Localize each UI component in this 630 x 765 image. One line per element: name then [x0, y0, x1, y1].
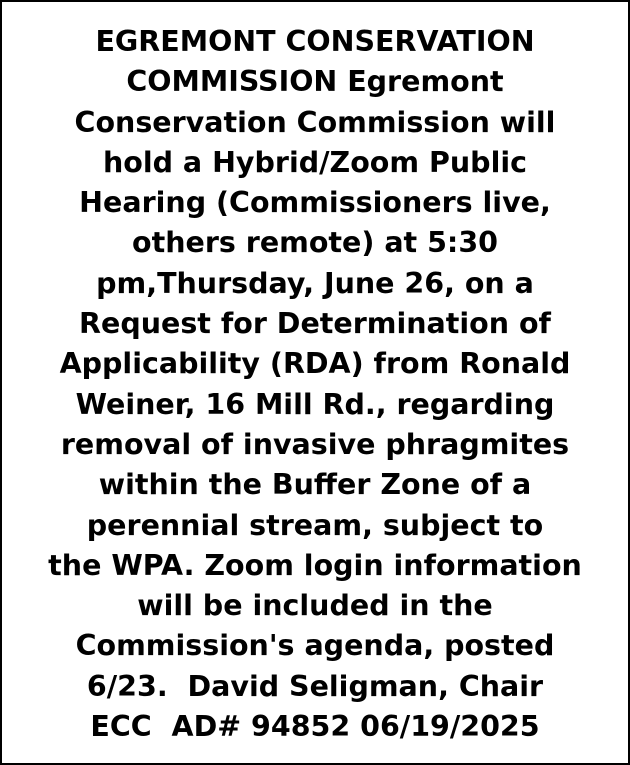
notice-line: 6/23. David Seligman, Chair — [86, 669, 544, 703]
notice-line: perennial stream, subject to — [86, 508, 544, 542]
notice-line: the WPA. Zoom login information — [48, 548, 582, 582]
notice-line: Conservation Commission will — [74, 105, 556, 139]
notice-line: Commission's agenda, posted — [75, 629, 555, 663]
notice-line: within the Buffer Zone of a — [98, 468, 532, 502]
notice-line: Applicability (RDA) from Ronald — [59, 347, 571, 381]
notice-line: ECC AD# 94852 06/19/2025 — [90, 710, 540, 744]
notice-line: will be included in the — [137, 589, 493, 623]
notice-line: pm,Thursday, June 26, on a — [96, 266, 534, 300]
notice-line: others remote) at 5:30 — [132, 226, 498, 260]
notice-line: hold a Hybrid/Zoom Public — [102, 145, 528, 179]
notice-line: Request for Determination of — [79, 307, 551, 341]
notice-line: Weiner, 16 Mill Rd., regarding — [75, 387, 555, 421]
notice-line: COMMISSION Egremont — [126, 65, 504, 99]
notice-line: removal of invasive phragmites — [60, 427, 570, 461]
notice-line: Hearing (Commissioners live, — [79, 186, 551, 220]
notice-line: EGREMONT CONSERVATION — [95, 25, 535, 58]
